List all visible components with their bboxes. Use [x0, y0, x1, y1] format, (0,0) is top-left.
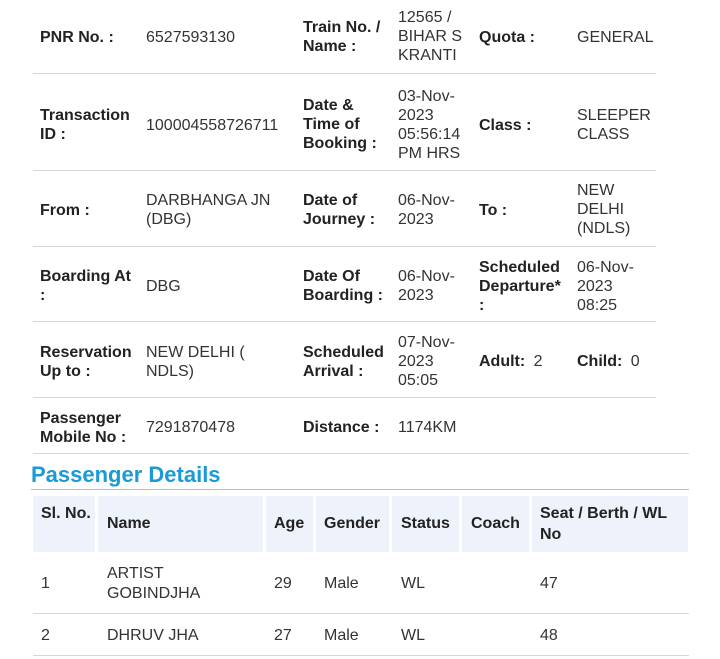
distance-label: Distance :	[303, 419, 380, 436]
quota-label: Quota :	[479, 29, 535, 46]
adult-count	[479, 352, 569, 371]
cell-sl: 1	[41, 575, 50, 592]
row-divider	[33, 321, 656, 322]
reservation-upto-value: NEW DELHI ( NDLS)	[146, 344, 245, 380]
passenger-details-title: Passenger Details	[31, 462, 221, 487]
cell-gender: Male	[324, 575, 359, 592]
booking-time-label: Date & Time of Booking :	[303, 97, 377, 152]
cell-name: ARTIST GOBINDJHA	[107, 565, 201, 602]
scheduled-departure-label: Scheduled Departure* :	[479, 259, 561, 314]
scheduled-departure-value: 06-Nov-2023 08:25	[577, 259, 634, 314]
row-divider	[33, 613, 689, 614]
cell-age: 27	[274, 627, 292, 644]
header-status: Status	[401, 515, 450, 532]
cell-name: DHRUV JHA	[107, 627, 199, 644]
mobile-value: 7291870478	[146, 419, 235, 436]
row-divider	[33, 73, 656, 74]
train-value: 12565 / BIHAR S KRANTI	[398, 9, 463, 64]
scheduled-arrival-value: 07-Nov-2023 05:05	[398, 334, 455, 389]
header-age: Age	[274, 515, 305, 532]
cell-status: WL	[401, 627, 425, 644]
pnr-value: 6527593130	[146, 29, 235, 46]
row-divider	[33, 655, 689, 656]
boarding-at-label: Boarding At :	[40, 268, 131, 304]
distance-value: 1174KM	[398, 419, 457, 436]
mobile-label: Passenger Mobile No :	[40, 410, 127, 446]
row-divider	[33, 453, 689, 454]
row-divider	[33, 397, 656, 398]
header-gender: Gender	[324, 515, 381, 532]
from-value: DARBHANGA JN (DBG)	[146, 192, 271, 228]
cell-sl: 2	[41, 627, 50, 644]
cell-status: WL	[401, 575, 425, 592]
child-count	[577, 352, 657, 371]
booking-time-value: 03-Nov-2023 05:56:14 PM HRS	[398, 88, 461, 162]
header-seat-berth: Seat / Berth / WL No	[540, 505, 667, 543]
pnr-label: PNR No. :	[40, 29, 114, 46]
adult-value: 2	[533, 353, 543, 370]
cell-seat: 47	[540, 575, 558, 592]
child-label: Child:	[577, 353, 623, 370]
section-divider	[31, 489, 689, 490]
transaction-id-value: 100004558726711	[146, 117, 279, 134]
row-divider	[33, 246, 656, 247]
cell-age: 29	[274, 575, 292, 592]
from-label: From :	[40, 202, 90, 219]
class-value: SLEEPER CLASS	[577, 107, 651, 143]
boarding-date-label: Date Of Boarding :	[303, 268, 383, 304]
reservation-upto-label: Reservation Up to :	[40, 344, 132, 380]
boarding-date-value: 06-Nov-2023	[398, 268, 455, 304]
header-coach: Coach	[471, 515, 520, 532]
header-sl-no: Sl. No.	[41, 505, 91, 522]
train-label: Train No. / Name :	[303, 19, 381, 55]
class-label: Class :	[479, 117, 532, 134]
journey-date-value: 06-Nov-2023	[398, 192, 455, 228]
to-value: NEW DELHI (NDLS)	[577, 182, 631, 237]
cell-seat: 48	[540, 627, 558, 644]
scheduled-arrival-label: Scheduled Arrival :	[303, 344, 384, 380]
adult-label: Adult:	[479, 353, 526, 370]
to-label: To :	[479, 202, 508, 219]
header-name: Name	[107, 515, 151, 532]
journey-date-label: Date of Journey :	[303, 192, 376, 228]
quota-value: GENERAL	[577, 29, 654, 46]
boarding-at-value: DBG	[146, 278, 181, 295]
child-value: 0	[630, 353, 640, 370]
transaction-id-label: Transaction ID :	[40, 107, 130, 143]
cell-gender: Male	[324, 627, 359, 644]
row-divider	[33, 170, 656, 171]
